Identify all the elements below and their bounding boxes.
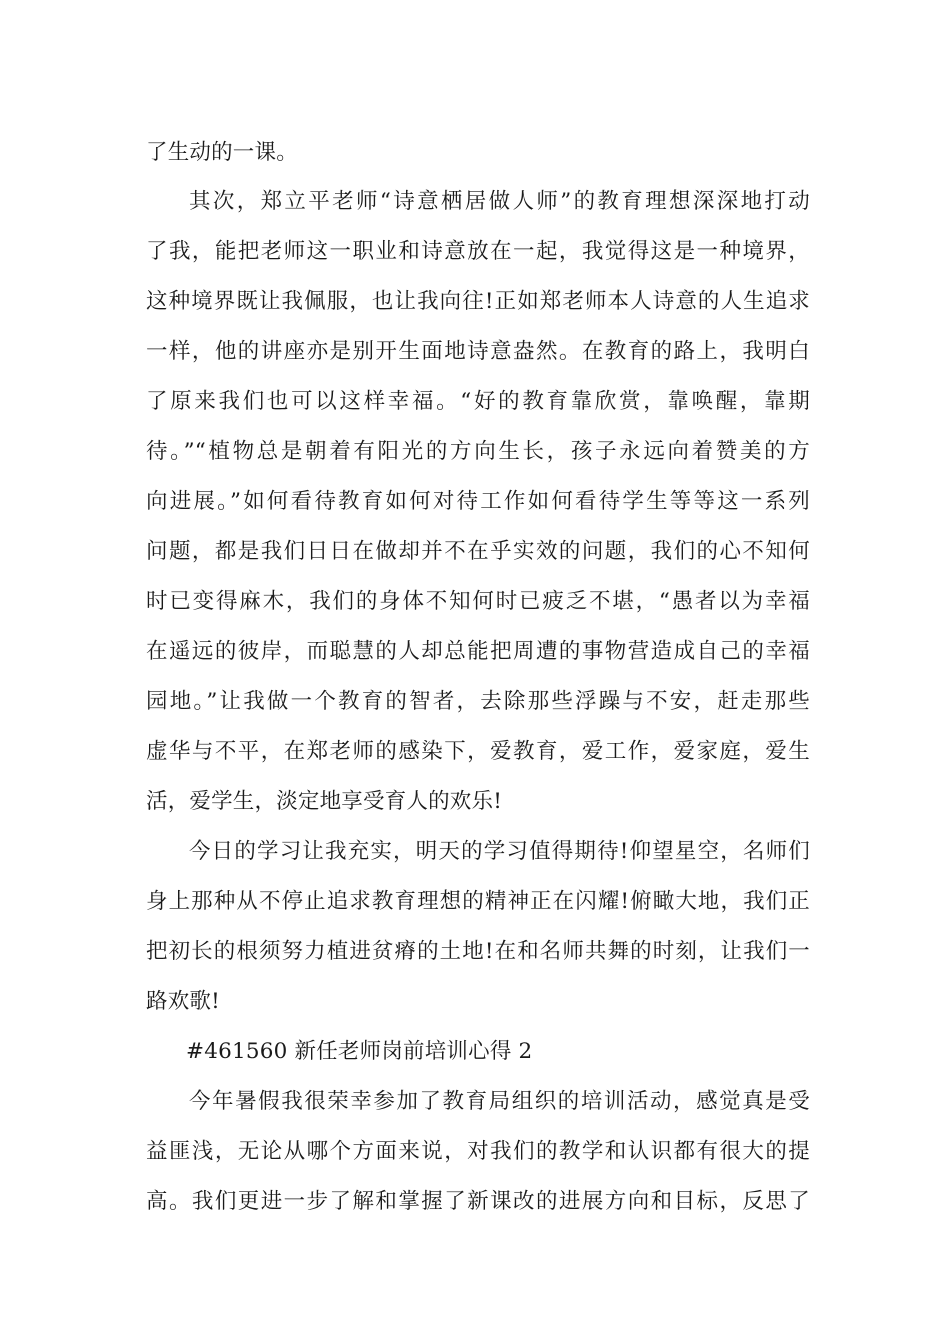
paragraph-first-line: 今日的学习让我充实，明天的学习值得期待!仰望星空，名师们 <box>189 839 810 864</box>
text-line: 把初长的根须努力植进贫瘠的土地!在和名师共舞的时刻，让我们一 <box>146 939 810 964</box>
text-line: 了原来我们也可以这样幸福。“好的教育靠欣赏，靠唤醒，靠期 <box>146 389 810 414</box>
text-line: 这种境界既让我佩服，也让我向往!正如郑老师本人诗意的人生追求 <box>146 289 810 314</box>
paragraph-first-line: 其次，郑立平老师“诗意栖居做人师”的教育理想深深地打动 <box>189 189 810 214</box>
text-line: 路欢歌! <box>146 989 220 1014</box>
text-line: 园地。”让我做一个教育的智者，去除那些浮躁与不安，赶走那些 <box>146 689 810 714</box>
paragraph-first-line: 今年暑假我很荣幸参加了教育局组织的培训活动，感觉真是受 <box>189 1089 810 1114</box>
text-line: 虚华与不平，在郑老师的感染下，爱教育，爱工作，爱家庭，爱生 <box>146 739 810 764</box>
text-line: 了我，能把老师这一职业和诗意放在一起，我觉得这是一种境界， <box>146 239 810 264</box>
text-line: 益匪浅，无论从哪个方面来说，对我们的教学和认识都有很大的提 <box>146 1139 810 1164</box>
text-line: 向进展。”如何看待教育如何对待工作如何看待学生等等这一系列 <box>146 489 810 514</box>
text-line: 高。我们更进一步了解和掌握了新课改的进展方向和目标，反思了 <box>146 1189 810 1214</box>
text-line: 一样，他的讲座亦是别开生面地诗意盎然。在教育的路上，我明白 <box>146 339 810 364</box>
text-line: 身上那种从不停止追求教育理想的精神正在闪耀!俯瞰大地，我们正 <box>146 889 810 914</box>
text-line: 了生动的一课。 <box>146 140 298 165</box>
text-line: 待。”“植物总是朝着有阳光的方向生长，孩子永远向着赞美的方 <box>146 439 810 464</box>
section-heading: #461560 新任老师岗前培训心得 2 <box>186 1039 533 1064</box>
text-line: 时已变得麻木，我们的身体不知何时已疲乏不堪，“愚者以为幸福 <box>146 589 810 614</box>
text-line: 活，爱学生，淡定地享受育人的欢乐! <box>146 789 503 814</box>
text-line: 问题，都是我们日日在做却并不在乎实效的问题，我们的心不知何 <box>146 539 810 564</box>
text-line: 在遥远的彼岸，而聪慧的人却总能把周遭的事物营造成自己的幸福 <box>146 639 810 664</box>
